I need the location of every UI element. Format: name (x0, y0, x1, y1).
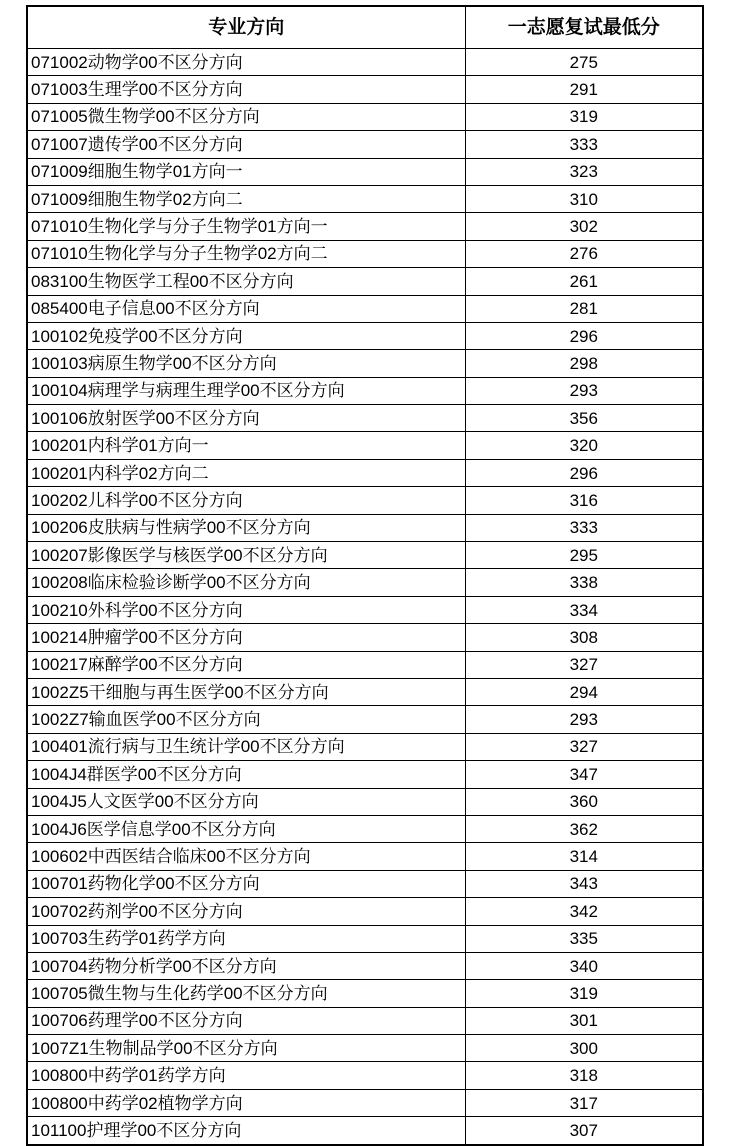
major-cell: 071005微生物学00不区分方向 (27, 103, 465, 130)
min-score-cell: 310 (465, 185, 703, 212)
major-cell: 100103病原生物学00不区分方向 (27, 350, 465, 377)
min-score-cell: 276 (465, 240, 703, 267)
major-cell: 1002Z7输血医学00不区分方向 (27, 706, 465, 733)
table-row (27, 405, 703, 432)
table-row (27, 651, 703, 678)
min-score-cell: 327 (465, 733, 703, 760)
major-cell: 100210外科学00不区分方向 (27, 596, 465, 623)
major-cell: 071002动物学00不区分方向 (27, 49, 465, 76)
min-score-cell: 320 (465, 432, 703, 459)
table-row (27, 1062, 703, 1089)
table-row (27, 898, 703, 925)
table-row (27, 1089, 703, 1116)
major-cell: 100201内科学02方向二 (27, 459, 465, 486)
table-row (27, 459, 703, 486)
score-sheet (26, 5, 702, 1146)
min-score-cell: 362 (465, 815, 703, 842)
min-score-cell: 318 (465, 1062, 703, 1089)
major-cell: 071009细胞生物学02方向二 (27, 185, 465, 212)
min-score-cell: 308 (465, 624, 703, 651)
table-row (27, 295, 703, 322)
min-score-cell: 294 (465, 678, 703, 705)
major-cell: 100602中西医结合临床00不区分方向 (27, 843, 465, 870)
table-row (27, 843, 703, 870)
table-row (27, 322, 703, 349)
major-cell: 100800中药学02植物学方向 (27, 1089, 465, 1116)
min-score-cell: 301 (465, 1007, 703, 1034)
table-row (27, 103, 703, 130)
min-score-cell: 319 (465, 980, 703, 1007)
min-score-cell: 275 (465, 49, 703, 76)
major-cell: 100106放射医学00不区分方向 (27, 405, 465, 432)
major-cell: 1004J6医学信息学00不区分方向 (27, 815, 465, 842)
major-cell: 071010生物化学与分子生物学01方向一 (27, 213, 465, 240)
min-score-cell: 334 (465, 596, 703, 623)
min-score-cell: 291 (465, 76, 703, 103)
min-score-cell: 323 (465, 158, 703, 185)
table-row (27, 350, 703, 377)
table-row (27, 569, 703, 596)
major-cell: 083100生物医学工程00不区分方向 (27, 268, 465, 295)
table-row (27, 240, 703, 267)
score-table (26, 5, 704, 1146)
major-cell: 071010生物化学与分子生物学02方向二 (27, 240, 465, 267)
min-score-cell: 342 (465, 898, 703, 925)
table-row (27, 49, 703, 76)
major-cell: 101100护理学00不区分方向 (27, 1117, 465, 1145)
min-score-cell: 317 (465, 1089, 703, 1116)
table-row (27, 788, 703, 815)
min-score-cell: 347 (465, 761, 703, 788)
major-cell: 100401流行病与卫生统计学00不区分方向 (27, 733, 465, 760)
column-header-major: 专业方向 (27, 6, 465, 49)
table-row (27, 268, 703, 295)
major-cell: 071003生理学00不区分方向 (27, 76, 465, 103)
major-cell: 1002Z5干细胞与再生医学00不区分方向 (27, 678, 465, 705)
min-score-cell: 281 (465, 295, 703, 322)
header-row (27, 6, 703, 49)
table-row (27, 76, 703, 103)
table-row (27, 185, 703, 212)
major-cell: 100705微生物与生化药学00不区分方向 (27, 980, 465, 1007)
major-cell: 100706药理学00不区分方向 (27, 1007, 465, 1034)
min-score-cell: 356 (465, 405, 703, 432)
major-cell: 1004J4群医学00不区分方向 (27, 761, 465, 788)
table-row (27, 213, 703, 240)
table-row (27, 487, 703, 514)
table-row (27, 377, 703, 404)
major-cell: 100217麻醉学00不区分方向 (27, 651, 465, 678)
table-row (27, 678, 703, 705)
major-cell: 100704药物分析学00不区分方向 (27, 952, 465, 979)
major-cell: 100201内科学01方向一 (27, 432, 465, 459)
min-score-cell: 298 (465, 350, 703, 377)
table-row (27, 542, 703, 569)
min-score-cell: 296 (465, 322, 703, 349)
table-header (27, 6, 703, 49)
table-row (27, 870, 703, 897)
column-header-min-score: 一志愿复试最低分 (465, 6, 703, 49)
major-cell: 100214肿瘤学00不区分方向 (27, 624, 465, 651)
table-row (27, 131, 703, 158)
major-cell: 100202儿科学00不区分方向 (27, 487, 465, 514)
major-cell: 100208临床检验诊断学00不区分方向 (27, 569, 465, 596)
min-score-cell: 333 (465, 131, 703, 158)
table-row (27, 925, 703, 952)
table-row (27, 514, 703, 541)
min-score-cell: 340 (465, 952, 703, 979)
table-row (27, 706, 703, 733)
min-score-cell: 302 (465, 213, 703, 240)
major-cell: 100104病理学与病理生理学00不区分方向 (27, 377, 465, 404)
min-score-cell: 360 (465, 788, 703, 815)
major-cell: 100102免疫学00不区分方向 (27, 322, 465, 349)
major-cell: 100800中药学01药学方向 (27, 1062, 465, 1089)
major-cell: 085400电子信息00不区分方向 (27, 295, 465, 322)
min-score-cell: 316 (465, 487, 703, 514)
major-cell: 100703生药学01药学方向 (27, 925, 465, 952)
table-row (27, 1007, 703, 1034)
min-score-cell: 338 (465, 569, 703, 596)
table-row (27, 596, 703, 623)
min-score-cell: 296 (465, 459, 703, 486)
min-score-cell: 319 (465, 103, 703, 130)
table-row (27, 815, 703, 842)
major-cell: 100206皮肤病与性病学00不区分方向 (27, 514, 465, 541)
major-cell: 100207影像医学与核医学00不区分方向 (27, 542, 465, 569)
table-body (27, 49, 703, 1145)
min-score-cell: 293 (465, 706, 703, 733)
major-cell: 100701药物化学00不区分方向 (27, 870, 465, 897)
table-row (27, 624, 703, 651)
min-score-cell: 343 (465, 870, 703, 897)
major-cell: 071007遗传学00不区分方向 (27, 131, 465, 158)
min-score-cell: 307 (465, 1117, 703, 1145)
table-row (27, 1035, 703, 1062)
min-score-cell: 327 (465, 651, 703, 678)
table-row (27, 158, 703, 185)
min-score-cell: 295 (465, 542, 703, 569)
major-cell: 1004J5人文医学00不区分方向 (27, 788, 465, 815)
table-row (27, 980, 703, 1007)
min-score-cell: 300 (465, 1035, 703, 1062)
min-score-cell: 314 (465, 843, 703, 870)
min-score-cell: 335 (465, 925, 703, 952)
major-cell: 071009细胞生物学01方向一 (27, 158, 465, 185)
table-row (27, 733, 703, 760)
table-row (27, 432, 703, 459)
major-cell: 100702药剂学00不区分方向 (27, 898, 465, 925)
table-row (27, 952, 703, 979)
min-score-cell: 333 (465, 514, 703, 541)
min-score-cell: 261 (465, 268, 703, 295)
major-cell: 1007Z1生物制品学00不区分方向 (27, 1035, 465, 1062)
table-row (27, 1117, 703, 1145)
min-score-cell: 293 (465, 377, 703, 404)
table-row (27, 761, 703, 788)
